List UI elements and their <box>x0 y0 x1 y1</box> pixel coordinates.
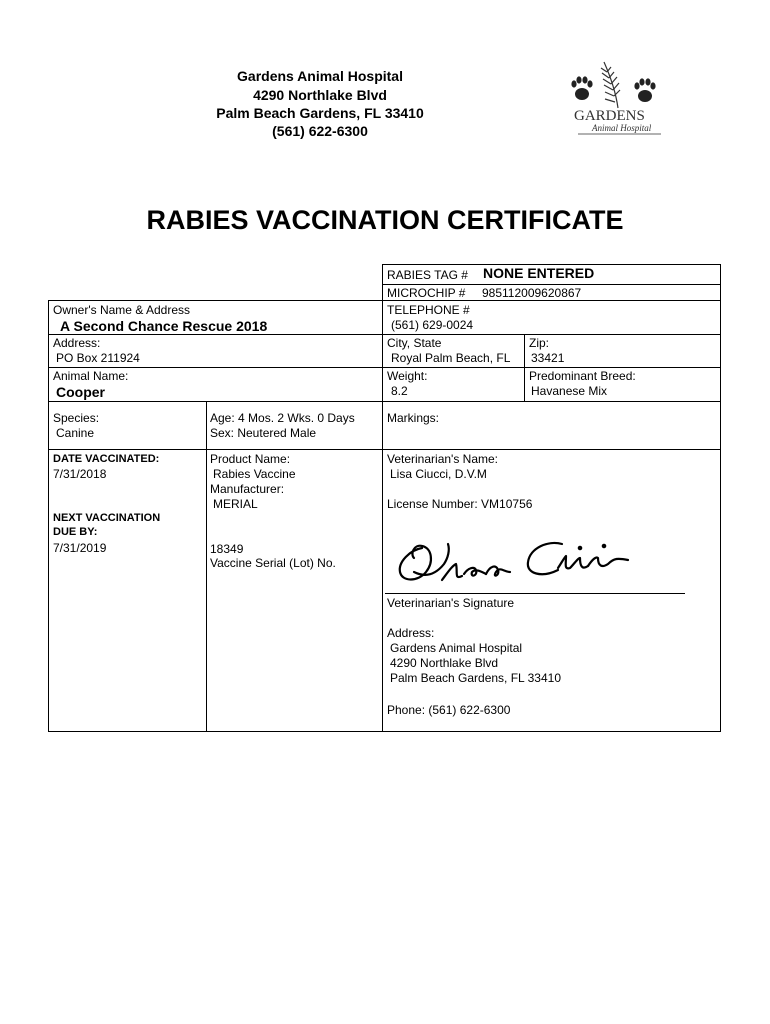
clinic-name: Gardens Animal Hospital <box>237 68 403 84</box>
vet-address-label: Address: <box>387 626 435 640</box>
divider <box>206 401 207 732</box>
sex-value: Sex: Neutered Male <box>210 426 317 440</box>
divider <box>48 449 721 450</box>
divider <box>524 334 525 401</box>
paw-print-icon <box>634 78 655 102</box>
clinic-logo <box>566 56 666 138</box>
rabies-tag-label: RABIES TAG # <box>387 268 468 282</box>
next-vaccination-value: 7/31/2019 <box>53 541 107 555</box>
rabies-tag-value: NONE ENTERED <box>483 265 595 281</box>
logo-subtitle: Animal Hospital <box>592 123 652 133</box>
weight-label: Weight: <box>387 369 428 383</box>
next-vaccination-label: NEXT VACCINATION <box>53 512 161 524</box>
vet-signature <box>392 528 652 592</box>
species-label: Species: <box>53 411 100 425</box>
weight-value: 8.2 <box>391 384 408 398</box>
divider <box>720 264 721 732</box>
zip-value: 33421 <box>531 351 565 365</box>
divider <box>48 300 49 732</box>
breed-label: Predominant Breed: <box>529 369 636 383</box>
vet-name-value: Lisa Ciucci, D.V.M <box>390 467 487 481</box>
markings-label: Markings: <box>387 411 440 425</box>
microchip-label: MICROCHIP # <box>387 286 466 300</box>
vet-phone: Phone: (561) 622-6300 <box>387 703 511 717</box>
certificate-title: RABIES VACCINATION CERTIFICATE <box>146 205 624 235</box>
divider <box>382 264 383 732</box>
license-number: License Number: VM10756 <box>387 497 533 511</box>
owner-name: A Second Chance Rescue 2018 <box>60 318 268 334</box>
city-state-value: Royal Palm Beach, FL <box>391 351 511 365</box>
paw-print-icon <box>571 76 592 100</box>
next-vaccination-due-label: DUE BY: <box>53 526 98 538</box>
divider <box>48 334 721 335</box>
vet-name-label: Veterinarian's Name: <box>387 452 499 466</box>
fern-leaf-icon <box>601 62 620 108</box>
animal-name-label: Animal Name: <box>53 369 129 383</box>
address-value: PO Box 211924 <box>56 351 140 365</box>
signature-line <box>385 593 685 594</box>
divider <box>48 367 721 368</box>
telephone-value: (561) 629-0024 <box>391 318 474 332</box>
zip-label: Zip: <box>529 336 550 350</box>
divider <box>382 284 721 285</box>
city-state-label: City, State <box>387 336 442 350</box>
serial-value: 18349 <box>210 542 244 556</box>
product-name-label: Product Name: <box>210 452 291 466</box>
serial-label: Vaccine Serial (Lot) No. <box>210 556 336 570</box>
animal-name-value: Cooper <box>56 384 105 400</box>
microchip-value: 985112009620867 <box>482 286 582 300</box>
manufacturer-label: Manufacturer: <box>210 482 285 496</box>
manufacturer-value: MERIAL <box>213 497 258 511</box>
vet-address-line-1: Gardens Animal Hospital <box>390 641 523 655</box>
vet-address-line-2: 4290 Northlake Blvd <box>390 656 499 670</box>
clinic-street: 4290 Northlake Blvd <box>253 87 387 103</box>
address-label: Address: <box>53 336 101 350</box>
divider <box>48 401 721 402</box>
date-vaccinated-label: DATE VACCINATED: <box>53 453 160 465</box>
signature-label: Veterinarian's Signature <box>387 596 515 610</box>
logo-brand: GARDENS <box>574 108 645 124</box>
vet-address-line-3: Palm Beach Gardens, FL 33410 <box>390 671 561 685</box>
divider <box>48 731 721 732</box>
breed-value: Havanese Mix <box>531 384 608 398</box>
age-value: Age: 4 Mos. 2 Wks. 0 Days <box>210 411 355 425</box>
product-name-value: Rabies Vaccine <box>213 467 296 481</box>
date-vaccinated-value: 7/31/2018 <box>53 467 107 481</box>
divider <box>48 300 721 301</box>
clinic-phone: (561) 622-6300 <box>272 123 368 139</box>
species-value: Canine <box>56 426 95 440</box>
clinic-city: Palm Beach Gardens, FL 33410 <box>216 105 424 121</box>
telephone-label: TELEPHONE # <box>387 303 470 317</box>
owner-label: Owner's Name & Address <box>53 303 191 317</box>
